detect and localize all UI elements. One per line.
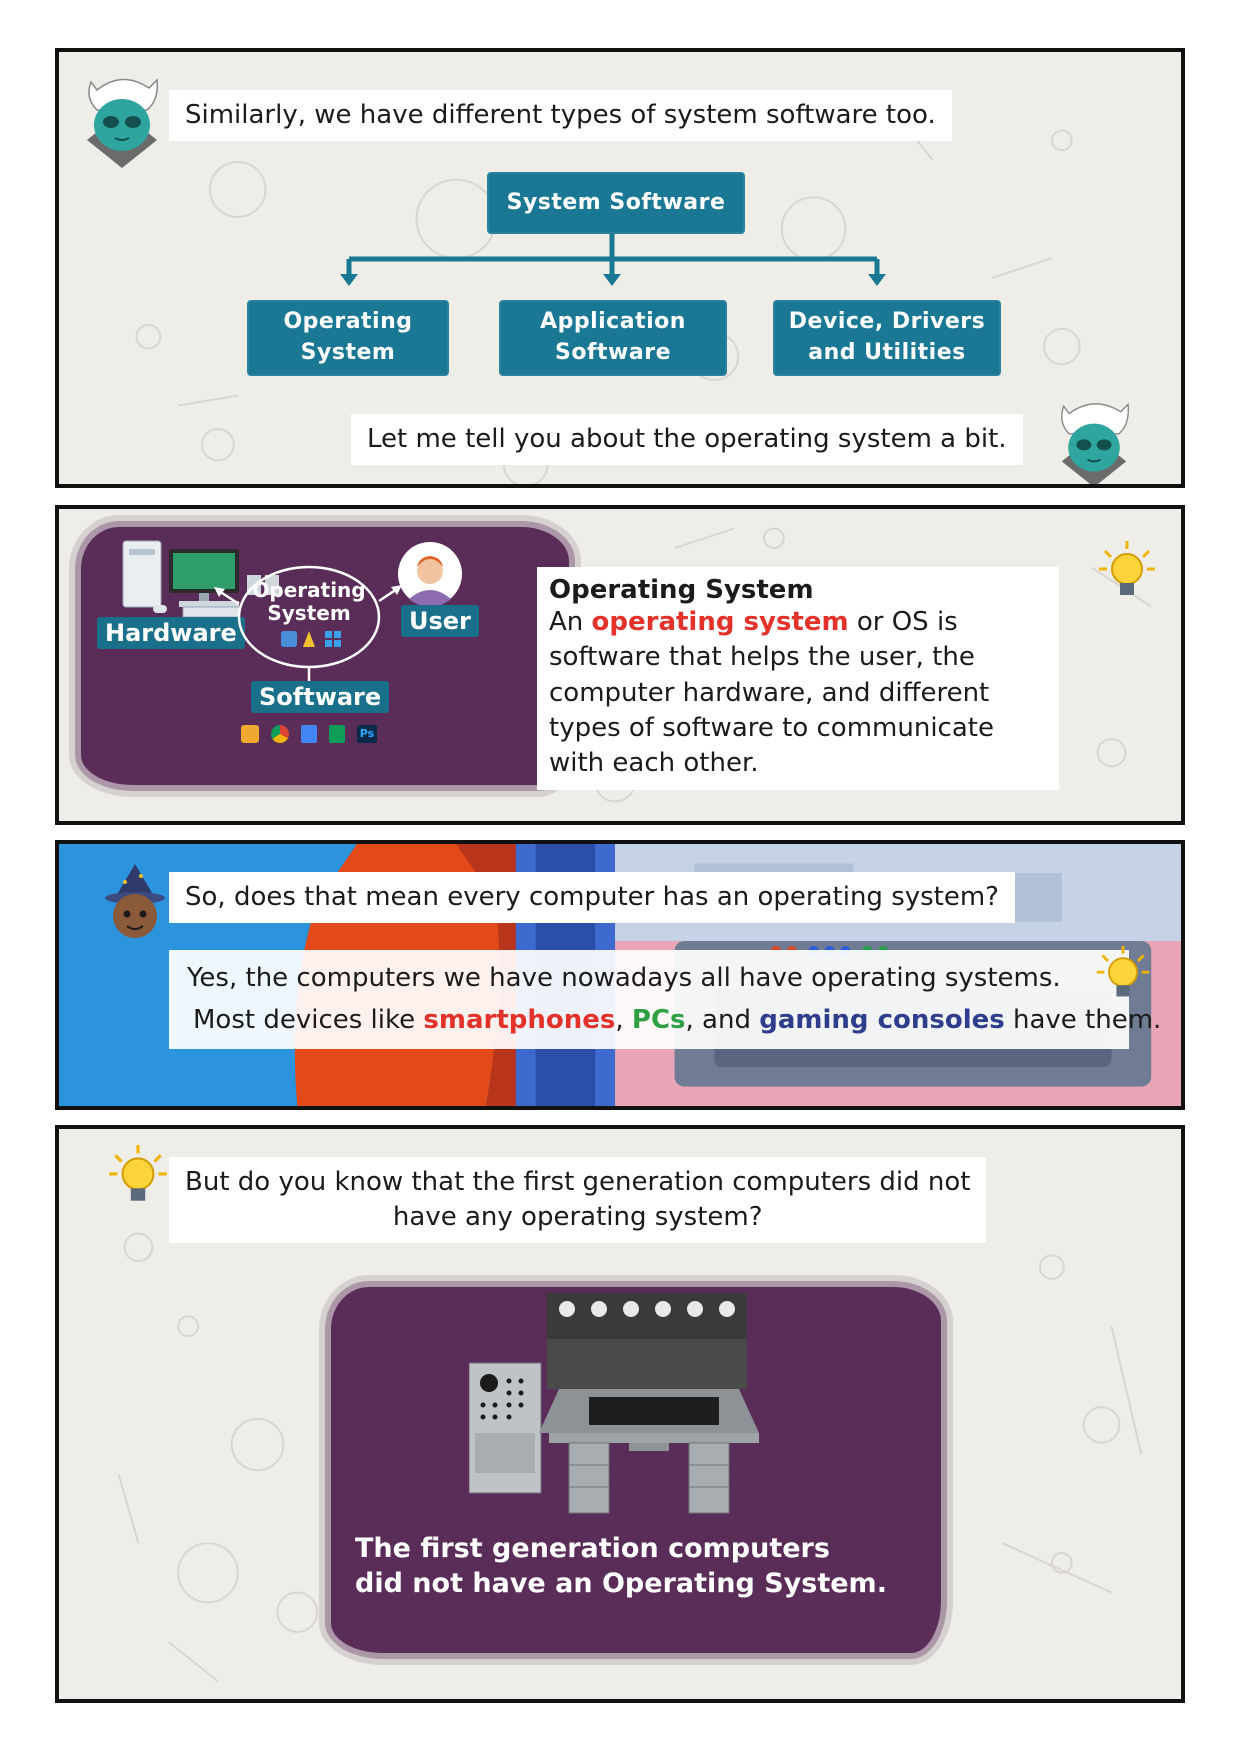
user-avatar-icon bbox=[397, 541, 463, 607]
answer-start: Most devices like bbox=[193, 1004, 416, 1035]
question-line-2: have any operating system? bbox=[392, 1202, 763, 1233]
os-logos-icon bbox=[279, 629, 343, 649]
panel-system-software-types bbox=[55, 48, 1185, 488]
file-manager-icon bbox=[241, 725, 259, 743]
operating-system-highlight: operating system bbox=[591, 607, 849, 637]
panel-operating-system-definition bbox=[55, 505, 1185, 825]
intro-caption: Similarly, we have different types of system software too. bbox=[169, 90, 952, 141]
application-software-box bbox=[499, 300, 727, 376]
hardware-label: Hardware bbox=[97, 617, 245, 649]
answer-line-2 bbox=[187, 1000, 1162, 1042]
definition-start: An bbox=[549, 607, 584, 637]
os-label-line: System bbox=[267, 601, 351, 625]
panel-first-generation bbox=[55, 1125, 1185, 1703]
os-center-label bbox=[249, 579, 369, 625]
os-definition bbox=[549, 605, 1047, 782]
wizard-character-icon bbox=[95, 864, 175, 944]
answer-caption bbox=[169, 950, 1162, 1049]
definition-rest: or OS is software that helps the user, the computer hardware, and different types of software to communicate with each other. bbox=[549, 607, 994, 779]
smartphones-highlight: smartphones bbox=[423, 1004, 616, 1035]
box-line: Device, Drivers bbox=[788, 309, 986, 335]
device-drivers-utilities-box bbox=[773, 300, 1001, 376]
os-diagram-links bbox=[59, 509, 579, 809]
alien-mascot-icon bbox=[1049, 397, 1139, 488]
docs-icon bbox=[301, 725, 317, 743]
box-line: Application bbox=[540, 309, 686, 335]
caption-line-1: The first generation computers bbox=[355, 1533, 830, 1564]
box-line: and Utilities bbox=[808, 340, 966, 365]
box-line: System bbox=[300, 340, 396, 365]
first-gen-caption bbox=[355, 1531, 887, 1601]
browser-icon bbox=[271, 725, 289, 743]
sheets-icon bbox=[329, 725, 345, 743]
caption-line-2: did not have an Operating System. bbox=[355, 1568, 887, 1600]
outro-caption: Let me tell you about the operating system a bit. bbox=[351, 414, 1023, 465]
answer-end: have them. bbox=[1013, 1004, 1162, 1035]
user-label: User bbox=[401, 605, 479, 637]
software-label: Software bbox=[251, 681, 389, 713]
lightbulb-icon bbox=[1097, 539, 1157, 605]
os-heading: Operating System bbox=[549, 575, 814, 605]
os-label-line: Operating bbox=[252, 578, 366, 602]
box-line: Operating bbox=[283, 309, 413, 335]
separator: , bbox=[615, 1004, 624, 1035]
photoshop-icon: Ps bbox=[357, 725, 377, 743]
box-line: Software bbox=[555, 340, 671, 365]
question-line-1: But do you know that the first generation computers did not bbox=[185, 1167, 971, 1197]
lightbulb-icon bbox=[1095, 944, 1151, 1006]
first-generation-computer-icon bbox=[469, 1293, 849, 1523]
answer-line-1: Yes, the computers we have nowadays all have operating systems. bbox=[187, 963, 1061, 993]
app-icons-row bbox=[241, 725, 377, 743]
first-gen-question bbox=[169, 1157, 986, 1243]
question-caption: So, does that mean every computer has an operating system? bbox=[169, 872, 1015, 923]
operating-system-box bbox=[247, 300, 449, 376]
os-explanation bbox=[537, 567, 1059, 790]
pcs-highlight: PCs bbox=[631, 1004, 686, 1035]
gaming-consoles-highlight: gaming consoles bbox=[759, 1004, 1005, 1035]
panel-every-computer-question bbox=[55, 840, 1185, 1110]
separator: , and bbox=[685, 1004, 751, 1035]
system-software-box: System Software bbox=[487, 172, 745, 234]
lightbulb-icon bbox=[107, 1143, 169, 1211]
